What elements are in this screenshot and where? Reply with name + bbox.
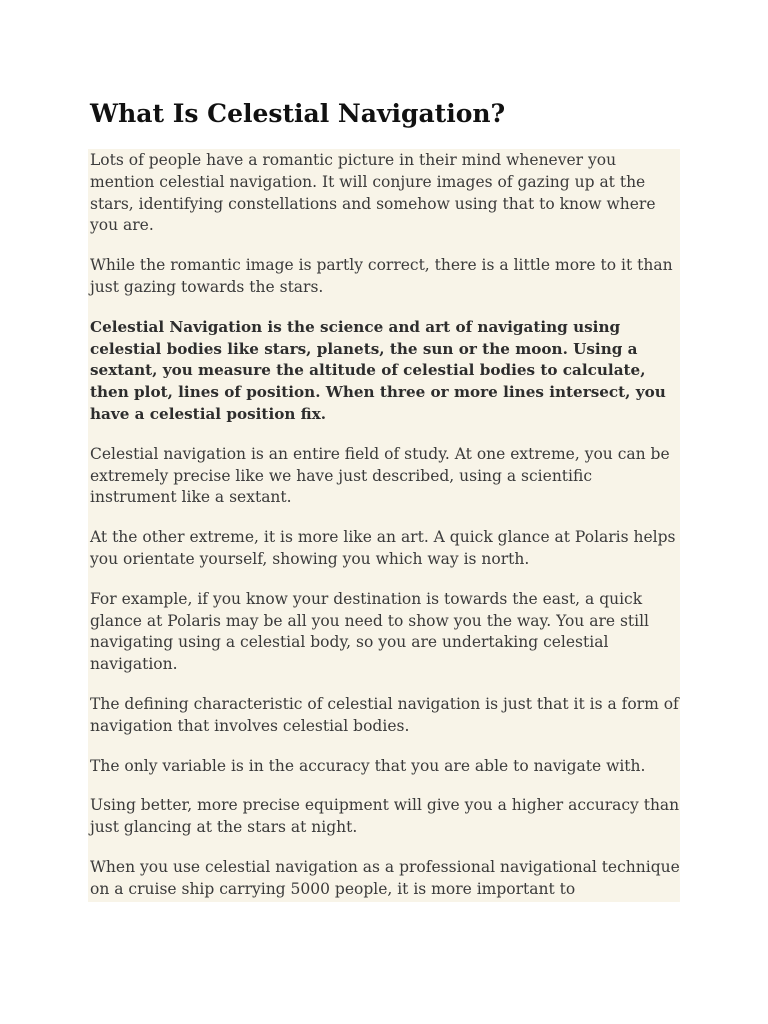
paragraph-1: Lots of people have a romantic picture in their mind whenever you mention celestial navigation. It will conjure images of gazing up at the stars, identifying constellations and somehow using that to know where you are.	[90, 151, 656, 235]
paragraph-2: While the romantic image is partly correct, there is a little more to it than just gazing towards the stars.	[90, 256, 673, 296]
paragraph-7: The defining characteristic of celestial navigation is just that it is a form of navigation that involves celestial bodies.	[90, 694, 679, 735]
article-title: What Is Celestial Navigation?	[90, 99, 506, 128]
article-body	[88, 149, 680, 902]
paragraph-3-definition: Celestial Navigation is the science and art of navigating using celestial bodies like stars, planets, the sun or the moon. Using a sextant, you measure the altitude of celestial bodies to calculate, then plot, lines of position. When three or more lines intersect, you have a celestial position fix.	[90, 317, 666, 423]
paragraph-9: Using better, more precise equipment will give you a higher accuracy than just glancing at the stars at night.	[90, 796, 680, 837]
paragraph-4: Celestial navigation is an entire field of study. At one extreme, you can be extremely precise like we have just described, using a scientific instrument like a sextant.	[90, 444, 670, 507]
paragraph-10: When you use celestial navigation as a professional navigational technique on a cruise ship carrying 5000 people, it is more important to	[90, 857, 680, 898]
paragraph-5: At the other extreme, it is more like an art. A quick glance at Polaris helps you orientate yourself, showing you which way is north.	[90, 528, 676, 568]
paragraph-8: The only variable is in the accuracy that you are able to navigate with.	[90, 756, 646, 775]
paragraph-6: For example, if you know your destination is towards the east, a quick glance at Polaris may be all you need to show you the way. You are still navigating using a celestial body, so you are undertaking celestial navigation.	[90, 589, 650, 674]
